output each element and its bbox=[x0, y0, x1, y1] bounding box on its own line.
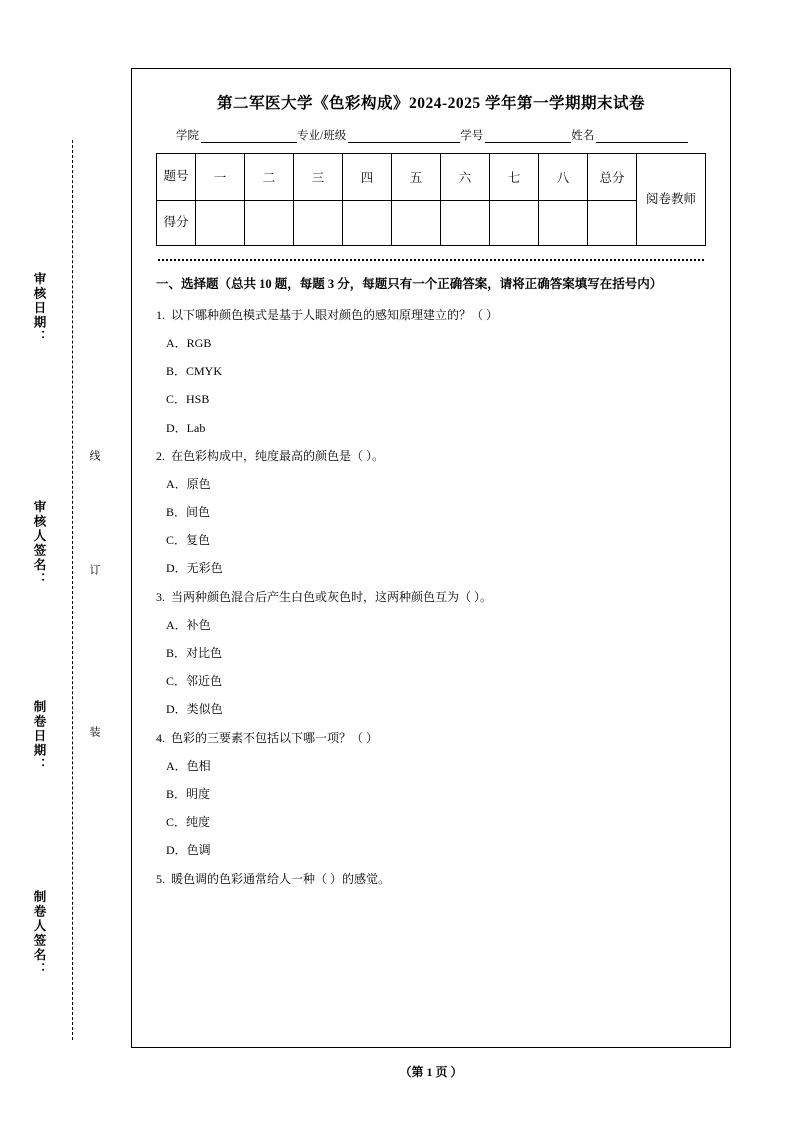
page-title: 第二军医大学《色彩构成》2024‑2025 学年第一学期期末试卷 bbox=[216, 95, 646, 112]
score-cell-8[interactable] bbox=[539, 201, 588, 246]
question-item bbox=[156, 870, 706, 889]
margin-reviewer-signature: 审核人签名： bbox=[32, 500, 46, 587]
question-item bbox=[156, 729, 706, 748]
score-cell-6[interactable] bbox=[441, 201, 490, 246]
student-id-field[interactable] bbox=[485, 129, 571, 143]
question-text: 色彩的三要素不包括以下哪一项？（ ） bbox=[171, 730, 379, 745]
left-margin-annotations bbox=[0, 0, 130, 1122]
question-number: 1. bbox=[156, 307, 165, 322]
option-item[interactable]: C．复色 bbox=[166, 533, 211, 548]
college-label: 学院 bbox=[176, 130, 199, 142]
major-class-label: 专业/班级 bbox=[297, 130, 347, 142]
question-text: 在色彩构成中，纯度最高的颜色是（ ）。 bbox=[171, 448, 385, 463]
question-item bbox=[156, 306, 706, 325]
score-cell-5[interactable] bbox=[392, 201, 441, 246]
major-class-field[interactable] bbox=[348, 129, 460, 143]
question-col-2: 二 bbox=[245, 154, 294, 201]
grader-header: 阅卷教师 bbox=[637, 154, 706, 246]
question-number: 3. bbox=[156, 589, 165, 604]
question-col-6: 六 bbox=[441, 154, 490, 201]
option-item[interactable]: C．邻近色 bbox=[166, 674, 223, 689]
student-id-label: 学号 bbox=[460, 130, 484, 142]
question-col-5: 五 bbox=[392, 154, 441, 201]
college-field[interactable] bbox=[201, 129, 297, 143]
option-item[interactable]: B．对比色 bbox=[166, 646, 223, 660]
table-row-scores bbox=[157, 201, 706, 246]
page-footer: （第 1 页 ） bbox=[399, 1065, 463, 1079]
row-label-score: 得分 bbox=[157, 201, 196, 246]
option-item[interactable]: D．色调 bbox=[166, 843, 211, 858]
score-cell-2[interactable] bbox=[245, 201, 294, 246]
option-item[interactable]: A．补色 bbox=[166, 617, 211, 632]
question-col-8: 八 bbox=[539, 154, 588, 201]
question-text: 以下哪种颜色模式是基于人眼对颜色的感知原理建立的？（ ） bbox=[171, 307, 499, 322]
binding-dashed-line bbox=[72, 140, 73, 1040]
option-item[interactable]: C．HSB bbox=[166, 392, 210, 407]
seal-label-line: 线 bbox=[88, 450, 100, 462]
section-heading: 一、选择题（总共 10 题，每题 3 分，每题只有一个正确答案，请将正确答案填写在括号内） bbox=[156, 277, 663, 291]
score-cell-4[interactable] bbox=[343, 201, 392, 246]
name-field[interactable] bbox=[596, 129, 688, 143]
option-item[interactable]: D．Lab bbox=[166, 420, 206, 435]
option-item[interactable]: A．原色 bbox=[166, 476, 211, 491]
question-number: 4. bbox=[156, 730, 165, 745]
dotted-divider bbox=[158, 259, 704, 261]
question-text: 暖色调的色彩通常给人一种（ ）的感觉。 bbox=[171, 871, 391, 886]
option-item[interactable]: A．RGB bbox=[166, 335, 212, 350]
option-item[interactable]: B．CMYK bbox=[166, 364, 223, 379]
margin-paper-date: 制卷日期： bbox=[32, 700, 46, 773]
question-number: 5. bbox=[156, 871, 165, 886]
score-table bbox=[156, 153, 706, 246]
seal-label-binding: 订 bbox=[88, 564, 100, 576]
score-cell-3[interactable] bbox=[294, 201, 343, 246]
score-cell-7[interactable] bbox=[490, 201, 539, 246]
option-item[interactable]: D．无彩色 bbox=[166, 561, 223, 576]
score-cell-1[interactable] bbox=[196, 201, 245, 246]
question-col-3: 三 bbox=[294, 154, 343, 201]
option-item[interactable]: A．色相 bbox=[166, 758, 211, 773]
option-item[interactable]: B．明度 bbox=[166, 786, 211, 801]
name-label: 姓名 bbox=[571, 130, 595, 142]
option-item[interactable]: B．间色 bbox=[166, 505, 211, 520]
option-item[interactable]: D．类似色 bbox=[166, 702, 223, 717]
question-item bbox=[156, 588, 706, 607]
question-col-4: 四 bbox=[343, 154, 392, 201]
margin-review-date: 审核日期： bbox=[32, 272, 46, 345]
score-cell-total[interactable] bbox=[588, 201, 637, 246]
question-number: 2. bbox=[156, 448, 165, 463]
question-col-total: 总分 bbox=[588, 154, 637, 201]
question-item bbox=[156, 447, 706, 466]
table-row-question-numbers bbox=[157, 154, 706, 201]
question-text: 当两种颜色混合后产生白色或灰色时，这两种颜色互为（ ）。 bbox=[171, 589, 493, 604]
margin-paper-signature: 制卷人签名： bbox=[32, 890, 46, 977]
student-info-line bbox=[154, 127, 708, 143]
row-label-question-no: 题号 bbox=[157, 154, 196, 201]
question-col-1: 一 bbox=[196, 154, 245, 201]
question-col-7: 七 bbox=[490, 154, 539, 201]
seal-label-packing: 装 bbox=[88, 726, 100, 738]
exam-paper-frame bbox=[131, 68, 731, 1048]
option-item[interactable]: C．纯度 bbox=[166, 815, 211, 830]
